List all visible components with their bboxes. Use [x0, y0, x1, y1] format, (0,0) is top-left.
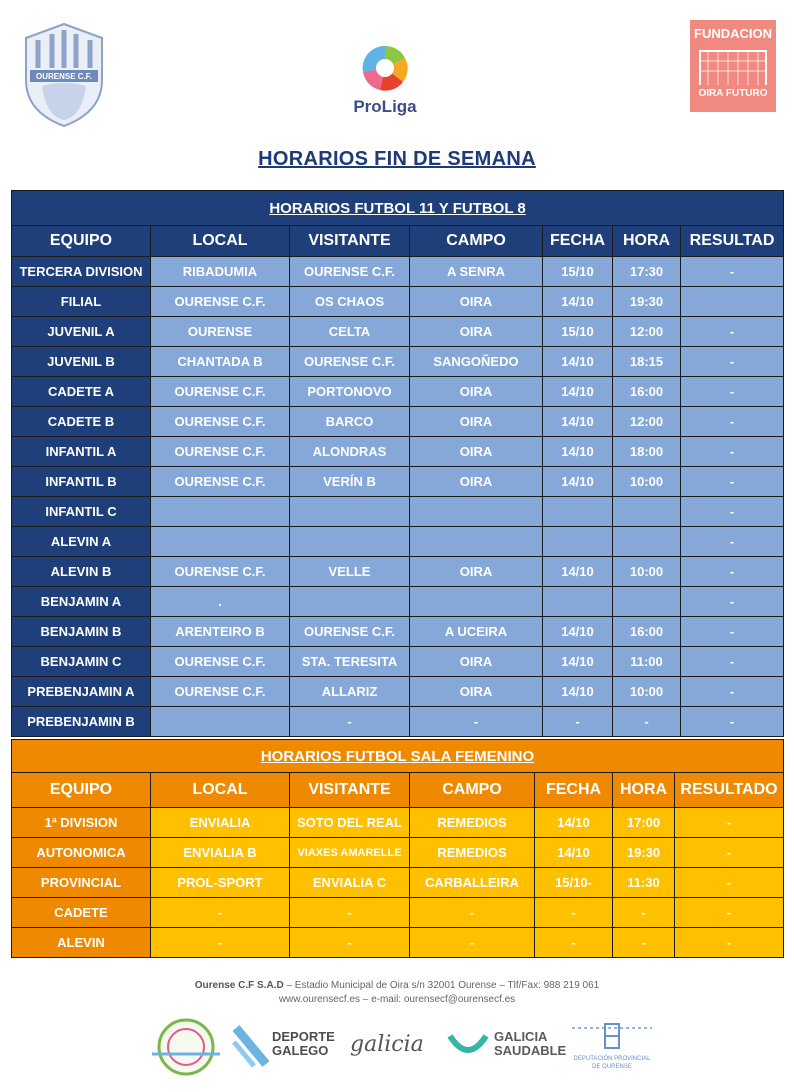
- concello-seal-logo: [148, 1018, 224, 1076]
- table-cell: 10:00: [613, 467, 681, 497]
- team-cell: TERCERA DIVISION: [12, 257, 151, 287]
- table-row: [12, 377, 784, 407]
- team-cell: BENJAMIN C: [12, 647, 151, 677]
- schedule-table-futbol: [11, 190, 784, 737]
- table-cell: -: [410, 898, 535, 928]
- xunta-galicia-logo: [350, 1018, 440, 1076]
- footer-address: [0, 980, 794, 991]
- table-cell: ARENTEIRO B: [151, 617, 290, 647]
- table-cell: 10:00: [613, 677, 681, 707]
- table-cell: -: [543, 707, 613, 737]
- table-cell: -: [681, 317, 784, 347]
- table-cell: 15/10: [543, 317, 613, 347]
- table-cell: OIRA: [410, 287, 543, 317]
- table-cell: [543, 497, 613, 527]
- table-cell: RIBADUMIA: [151, 257, 290, 287]
- column-header: VISITANTE: [290, 226, 410, 257]
- table-row: [12, 587, 784, 617]
- column-header: LOCAL: [151, 226, 290, 257]
- section-title: HORARIOS FUTBOL 11 Y FUTBOL 8: [12, 191, 784, 226]
- table-cell: REMEDIOS: [410, 838, 535, 868]
- table-cell: OURENSE C.F.: [151, 377, 290, 407]
- deporte-galego-logo: [232, 1018, 344, 1076]
- table-cell: CHANTADA B: [151, 347, 290, 377]
- table-row: [12, 898, 784, 928]
- diputacion-emblem-icon: [572, 1020, 652, 1054]
- table-cell: -: [681, 467, 784, 497]
- team-cell: INFANTIL A: [12, 437, 151, 467]
- table-cell: -: [613, 928, 675, 958]
- table-cell: -: [151, 928, 290, 958]
- table-cell: -: [675, 808, 784, 838]
- table-row: [12, 677, 784, 707]
- table-cell: 11:00: [613, 647, 681, 677]
- crest-text: OURENSE C.F.: [35, 72, 93, 81]
- table-cell: CELTA: [290, 317, 410, 347]
- table-cell: 14/10: [535, 808, 613, 838]
- table-cell: -: [681, 587, 784, 617]
- proliga-text: ProLiga: [353, 97, 417, 116]
- team-cell: CADETE A: [12, 377, 151, 407]
- table-cell: 12:00: [613, 317, 681, 347]
- team-cell: CADETE: [12, 898, 151, 928]
- table-cell: -: [535, 928, 613, 958]
- table-cell: -: [290, 898, 410, 928]
- table-cell: 17:30: [613, 257, 681, 287]
- table-cell: OURENSE C.F.: [290, 257, 410, 287]
- table-cell: 14/10: [535, 838, 613, 868]
- table-row: [12, 707, 784, 737]
- table-cell: -: [290, 928, 410, 958]
- diputacion-text-2: DE OURENSE: [592, 1064, 632, 1070]
- deporte-galego-icon: [232, 1024, 270, 1068]
- table-row: [12, 868, 784, 898]
- fundacion-oira-futuro-logo: [690, 20, 776, 112]
- table-row: [12, 497, 784, 527]
- column-header: FECHA: [543, 226, 613, 257]
- fundacion-text: FUNDACION: [694, 26, 772, 41]
- table-cell: A SENRA: [410, 257, 543, 287]
- table-cell: OIRA: [410, 557, 543, 587]
- table-cell: [410, 527, 543, 557]
- team-cell: PREBENJAMIN B: [12, 707, 151, 737]
- galicia-saudable-text-1: GALICIA: [494, 1029, 548, 1044]
- table-row: [12, 617, 784, 647]
- table-cell: 10:00: [613, 557, 681, 587]
- table-cell: OIRA: [410, 467, 543, 497]
- table-cell: ALLARIZ: [290, 677, 410, 707]
- table-cell: 15/10-: [535, 868, 613, 898]
- table-row: [12, 647, 784, 677]
- section-title: HORARIOS FUTBOL SALA FEMENINO: [12, 740, 784, 773]
- table-cell: ENVIALIA C: [290, 868, 410, 898]
- table-cell: [613, 497, 681, 527]
- table-cell: ENVIALIA: [151, 808, 290, 838]
- table-row: [12, 557, 784, 587]
- diputacion-text-1: DEPUTACIÓN PROVINCIAL: [573, 1056, 651, 1062]
- table-row: [12, 257, 784, 287]
- column-header: HORA: [613, 773, 675, 808]
- table-cell: [290, 497, 410, 527]
- table-row: [12, 407, 784, 437]
- page-title: HORARIOS FIN DE SEMANA: [258, 148, 536, 170]
- table-cell: OS CHAOS: [290, 287, 410, 317]
- team-cell: INFANTIL C: [12, 497, 151, 527]
- table-cell: ALONDRAS: [290, 437, 410, 467]
- table-cell: [290, 527, 410, 557]
- table-cell: -: [675, 838, 784, 868]
- table-cell: PORTONOVO: [290, 377, 410, 407]
- team-cell: BENJAMIN B: [12, 617, 151, 647]
- table-cell: -: [681, 407, 784, 437]
- table-cell: -: [675, 898, 784, 928]
- table-cell: [410, 497, 543, 527]
- diputacion-ourense-logo: [566, 1018, 658, 1076]
- table-cell: -: [681, 377, 784, 407]
- column-header: EQUIPO: [12, 226, 151, 257]
- table-cell: CARBALLEIRA: [410, 868, 535, 898]
- footer-address-text: – Estadio Municipal de Oira s/n 32001 Ourense – Tlf/Fax: 988 219 061: [283, 980, 600, 991]
- table-cell: -: [151, 898, 290, 928]
- table-cell: OURENSE C.F.: [151, 407, 290, 437]
- table-cell: PROL-SPORT: [151, 868, 290, 898]
- table-cell: -: [410, 707, 543, 737]
- table-cell: OURENSE: [151, 317, 290, 347]
- table-cell: SANGOÑEDO: [410, 347, 543, 377]
- table-cell: 14/10: [543, 557, 613, 587]
- table-row: [12, 437, 784, 467]
- table-row: [12, 317, 784, 347]
- table-cell: .: [151, 587, 290, 617]
- column-header: CAMPO: [410, 773, 535, 808]
- table-row: [12, 838, 784, 868]
- galicia-saudable-text-2: SAUDABLE: [494, 1043, 567, 1058]
- table-cell: OURENSE C.F.: [151, 467, 290, 497]
- table-cell: 14/10: [543, 347, 613, 377]
- table-cell: A UCEIRA: [410, 617, 543, 647]
- table-cell: [681, 287, 784, 317]
- table-cell: OIRA: [410, 647, 543, 677]
- team-cell: ALEVIN: [12, 928, 151, 958]
- table-cell: -: [681, 257, 784, 287]
- team-cell: JUVENIL A: [12, 317, 151, 347]
- footer-company: Ourense C.F S.A.D: [194, 980, 284, 991]
- table-cell: OURENSE C.F.: [290, 347, 410, 377]
- table-cell: OURENSE C.F.: [151, 437, 290, 467]
- table-cell: [290, 587, 410, 617]
- table-cell: -: [681, 347, 784, 377]
- table-cell: 19:30: [613, 287, 681, 317]
- table-cell: 14/10: [543, 647, 613, 677]
- column-header: CAMPO: [410, 226, 543, 257]
- ourense-cf-crest-logo: [22, 20, 106, 128]
- table-cell: -: [681, 617, 784, 647]
- table-cell: [151, 707, 290, 737]
- table-cell: [543, 527, 613, 557]
- column-header: LOCAL: [151, 773, 290, 808]
- table-cell: OIRA: [410, 317, 543, 347]
- table-cell: VIAXES AMARELLE: [290, 838, 410, 868]
- table-cell: OIRA: [410, 407, 543, 437]
- column-header: RESULTADO: [675, 773, 784, 808]
- table-cell: -: [613, 898, 675, 928]
- team-cell: ALEVIN A: [12, 527, 151, 557]
- table-cell: [613, 587, 681, 617]
- column-header: VISITANTE: [290, 773, 410, 808]
- table-cell: [613, 527, 681, 557]
- table-cell: [151, 497, 290, 527]
- table-cell: VERÍN B: [290, 467, 410, 497]
- column-header: HORA: [613, 226, 681, 257]
- table-cell: REMEDIOS: [410, 808, 535, 838]
- proliga-logo: [340, 38, 430, 118]
- team-cell: JUVENIL B: [12, 347, 151, 377]
- table-cell: -: [681, 707, 784, 737]
- table-cell: 17:00: [613, 808, 675, 838]
- table-cell: OIRA: [410, 377, 543, 407]
- table-header-row: [12, 226, 784, 257]
- column-header: EQUIPO: [12, 773, 151, 808]
- table-cell: 14/10: [543, 437, 613, 467]
- table-cell: -: [681, 647, 784, 677]
- table-row: [12, 347, 784, 377]
- schedule-table-futbol-sala: [11, 739, 784, 958]
- table-cell: 19:30: [613, 838, 675, 868]
- team-cell: INFANTIL B: [12, 467, 151, 497]
- galego-text: GALEGO: [272, 1043, 329, 1058]
- goal-icon: [690, 41, 776, 91]
- table-cell: -: [681, 557, 784, 587]
- team-cell: BENJAMIN A: [12, 587, 151, 617]
- table-cell: 15/10: [543, 257, 613, 287]
- table-cell: BARCO: [290, 407, 410, 437]
- table-cell: 18:00: [613, 437, 681, 467]
- table-cell: STA. TERESITA: [290, 647, 410, 677]
- footer-contact: www.ourensecf.es – e-mail: ourensecf@ourensecf.es: [278, 994, 516, 1005]
- table-row: [12, 467, 784, 497]
- column-header: RESULTAD: [681, 226, 784, 257]
- table-cell: 14/10: [543, 287, 613, 317]
- table-cell: 16:00: [613, 377, 681, 407]
- table-row: [12, 287, 784, 317]
- table-cell: 14/10: [543, 467, 613, 497]
- table-cell: 18:15: [613, 347, 681, 377]
- table-cell: 14/10: [543, 677, 613, 707]
- table-cell: [151, 527, 290, 557]
- table-row: [12, 808, 784, 838]
- table-cell: OIRA: [410, 677, 543, 707]
- team-cell: AUTONOMICA: [12, 838, 151, 868]
- table-cell: 14/10: [543, 407, 613, 437]
- table-cell: -: [681, 527, 784, 557]
- galicia-saudable-logo: [446, 1018, 566, 1076]
- table-cell: [543, 587, 613, 617]
- table-cell: OURENSE C.F.: [151, 647, 290, 677]
- table-cell: 16:00: [613, 617, 681, 647]
- table-cell: ENVIALIA B: [151, 838, 290, 868]
- team-cell: PROVINCIAL: [12, 868, 151, 898]
- table-cell: OURENSE C.F.: [290, 617, 410, 647]
- team-cell: ALEVIN B: [12, 557, 151, 587]
- team-cell: FILIAL: [12, 287, 151, 317]
- saudable-arc-icon: [446, 1030, 490, 1060]
- deporte-text: DEPORTE: [272, 1029, 335, 1044]
- table-cell: -: [410, 928, 535, 958]
- table-cell: 12:00: [613, 407, 681, 437]
- table-cell: -: [675, 928, 784, 958]
- table-cell: -: [681, 677, 784, 707]
- oira-futuro-text: OIRA FUTURO: [698, 88, 768, 99]
- table-row: [12, 527, 784, 557]
- galicia-text: galicia: [350, 1032, 424, 1057]
- column-header: FECHA: [535, 773, 613, 808]
- table-cell: OURENSE C.F.: [151, 557, 290, 587]
- team-cell: PREBENJAMIN A: [12, 677, 151, 707]
- table-cell: -: [675, 868, 784, 898]
- team-cell: 1ª DIVISION: [12, 808, 151, 838]
- table-cell: -: [613, 707, 681, 737]
- table-row: [12, 928, 784, 958]
- table-cell: 14/10: [543, 377, 613, 407]
- table-cell: OURENSE C.F.: [151, 677, 290, 707]
- table-cell: -: [681, 437, 784, 467]
- table-cell: [410, 587, 543, 617]
- table-cell: 11:30: [613, 868, 675, 898]
- table-header-row: [12, 773, 784, 808]
- table-cell: -: [535, 898, 613, 928]
- table-cell: 14/10: [543, 617, 613, 647]
- table-cell: VELLE: [290, 557, 410, 587]
- table-cell: SOTO DEL REAL: [290, 808, 410, 838]
- table-cell: -: [681, 497, 784, 527]
- table-cell: -: [290, 707, 410, 737]
- table-cell: OIRA: [410, 437, 543, 467]
- table-cell: OURENSE C.F.: [151, 287, 290, 317]
- team-cell: CADETE B: [12, 407, 151, 437]
